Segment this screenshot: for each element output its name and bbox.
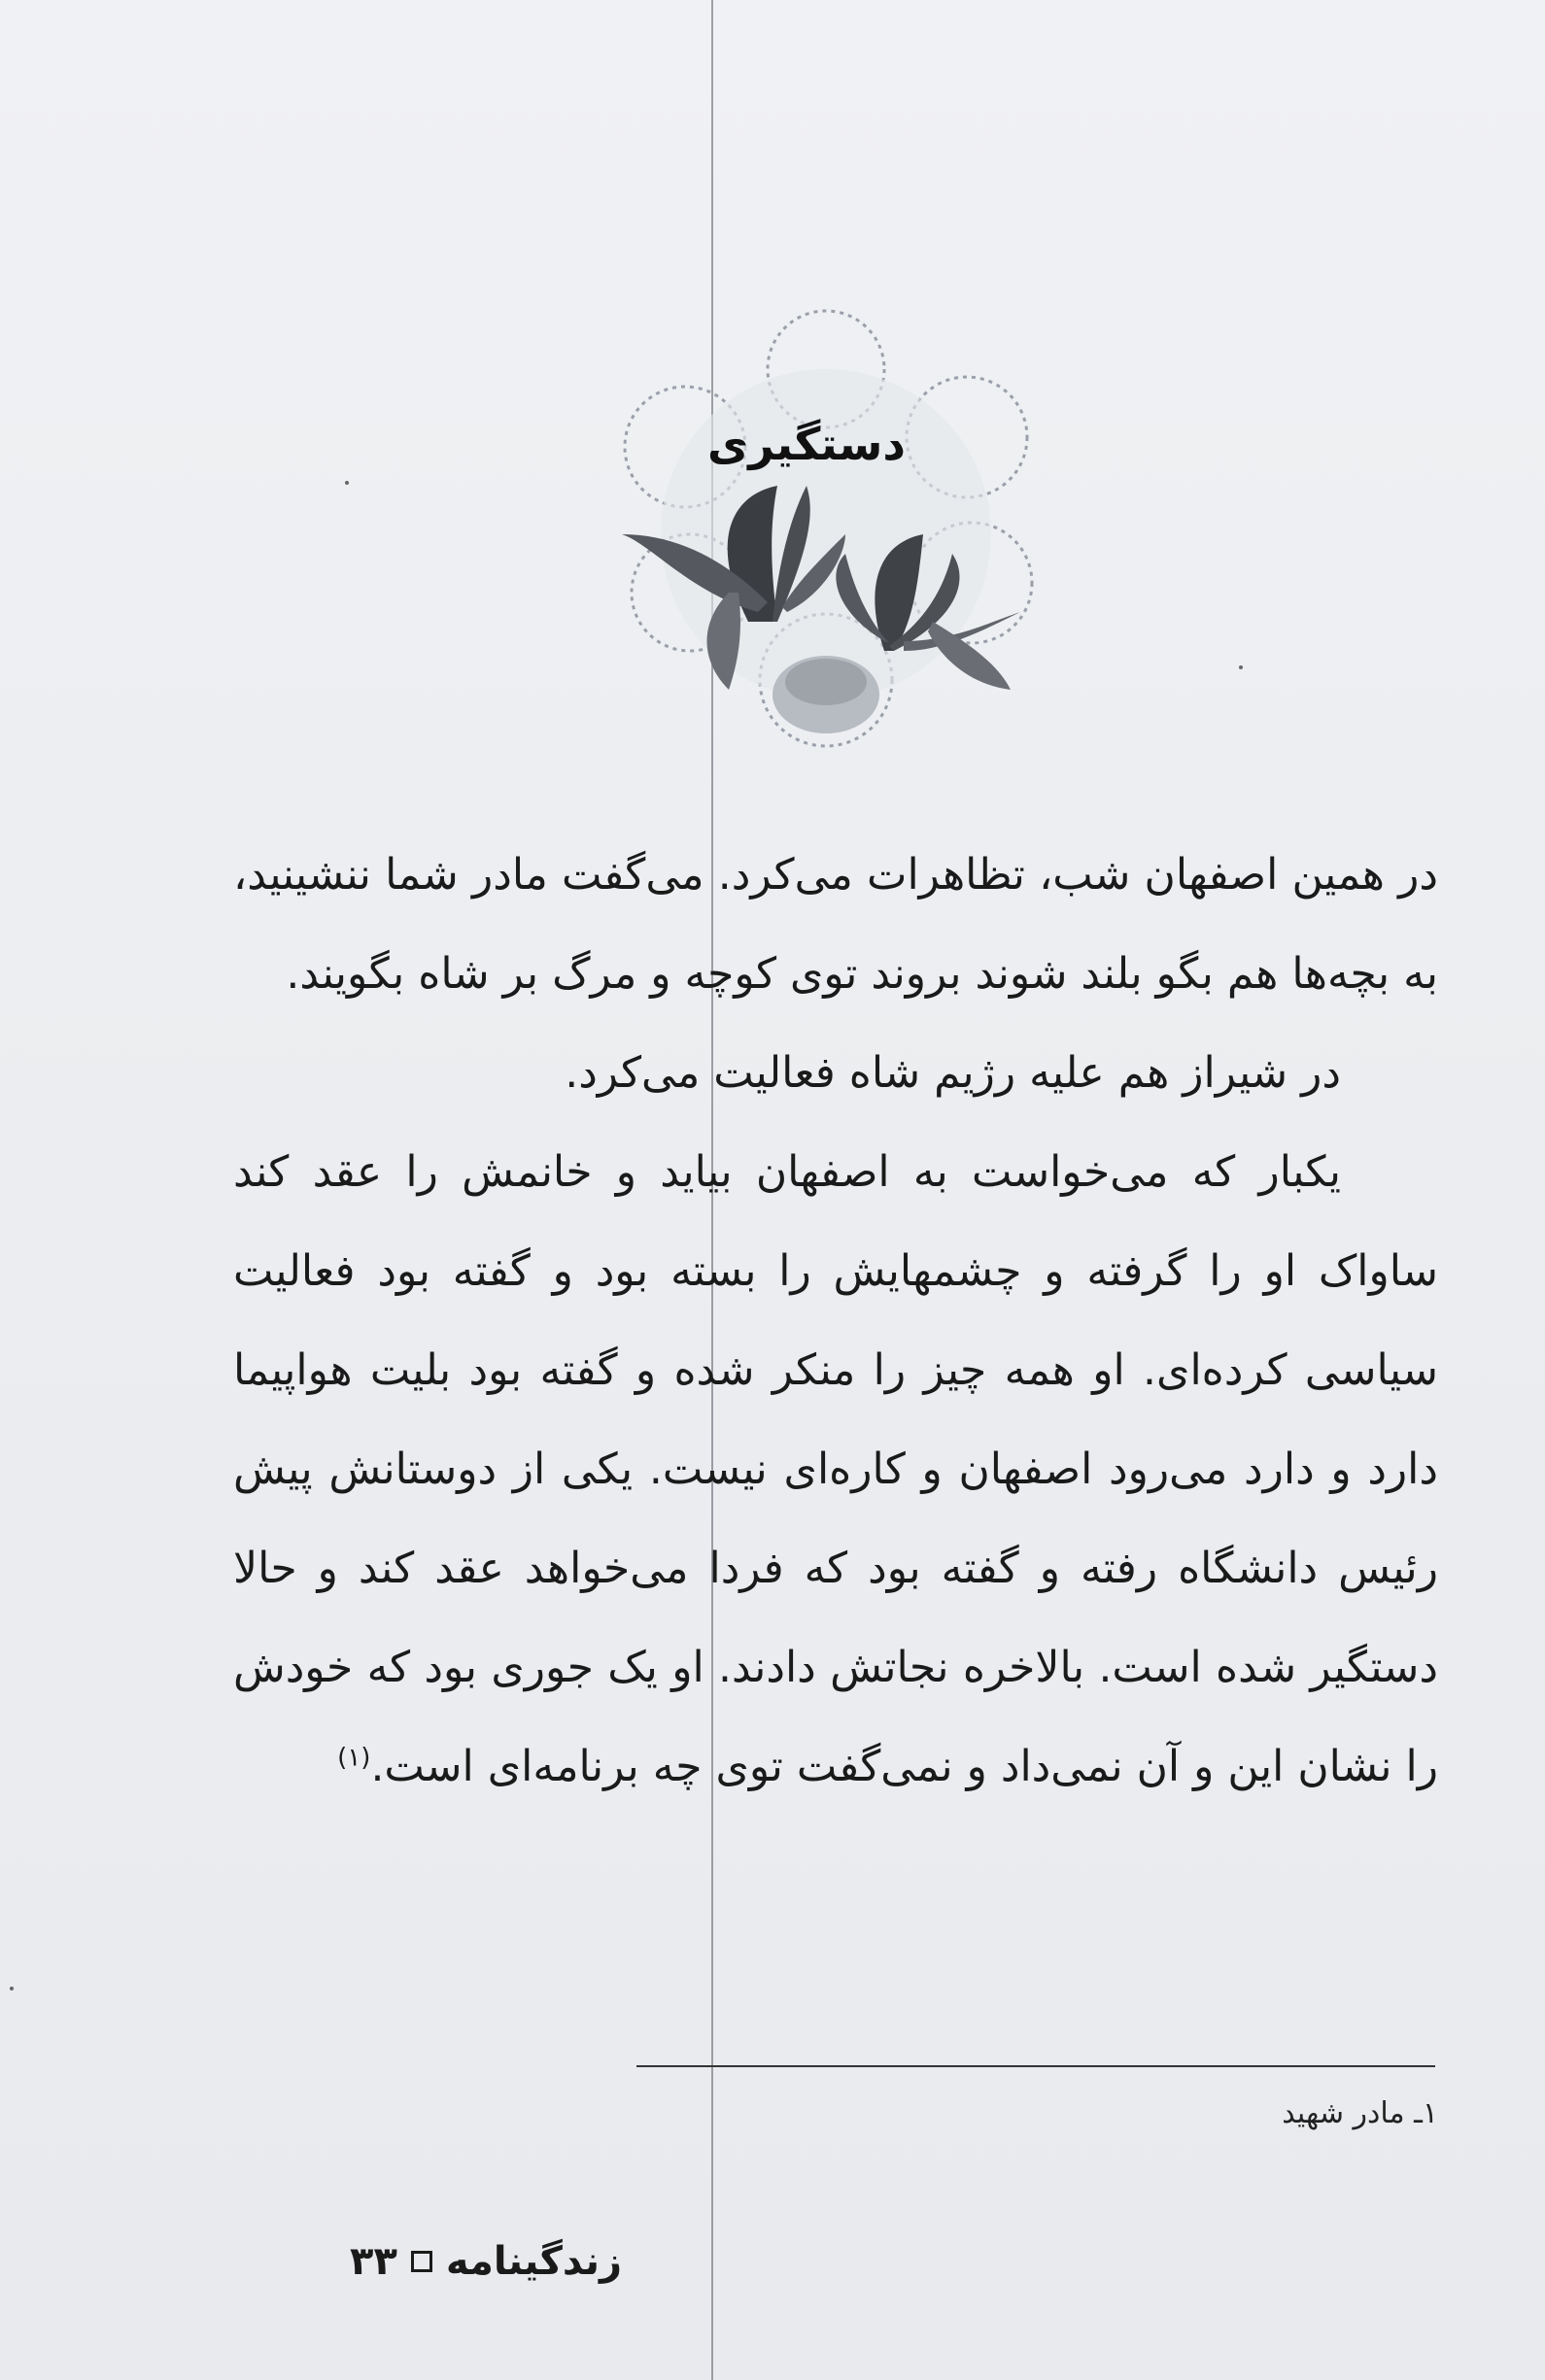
running-footer [233, 2239, 622, 2284]
scan-speck [1239, 665, 1243, 669]
body-text [233, 826, 1438, 1817]
scan-speck [345, 481, 349, 485]
footnote-separator [636, 2065, 1435, 2067]
square-ornament-icon [411, 2251, 432, 2272]
scan-speck [10, 1987, 14, 1990]
paragraph-3-text: یکبار که می‌خواست به اصفهان بیاید و خانمش را عقد کند ساواک او را گرفته و چشمهایش را بسته بود و گفته بود فعالیت سیاسی کرده‌ای. او همه چیز را منکر شده و گفته بود بلیت هواپیما دارد و دارد می‌رود اصفهان و کاره‌ای نیست. یکی از دوستانش پیش رئیس دانشگاه رفته و گفته بود که فردا می‌خواهد عقد کند و حالا دستگیر شده است. بالاخره نجاتش دادند. او یک جوری بود که خودش را نشان این و آن نمی‌داد و نمی‌گفت توی چه برنامه‌ای است. [233, 1147, 1438, 1791]
lily-flower-emblem [583, 301, 1069, 787]
page-number: ۳۳ [350, 2239, 397, 2284]
paragraph-1: در همین اصفهان شب، تظاهرات می‌کرد. می‌گفت مادر شما ننشینید، به بچه‌ها هم بگو بلند شوند بروند توی کوچه و مرگ بر شاه بگویند. [233, 850, 1438, 999]
paragraph-2: در شیراز هم علیه رژیم شاه فعالیت می‌کرد. [565, 1048, 1341, 1098]
chapter-title: دستگیری [707, 418, 906, 470]
footnote-reference[interactable]: (۱) [337, 1743, 371, 1773]
footnote: ۱ـ مادر شهید [1282, 2096, 1438, 2130]
paragraph-3 [233, 1123, 1438, 1817]
running-title: زندگینامه [445, 2239, 622, 2284]
